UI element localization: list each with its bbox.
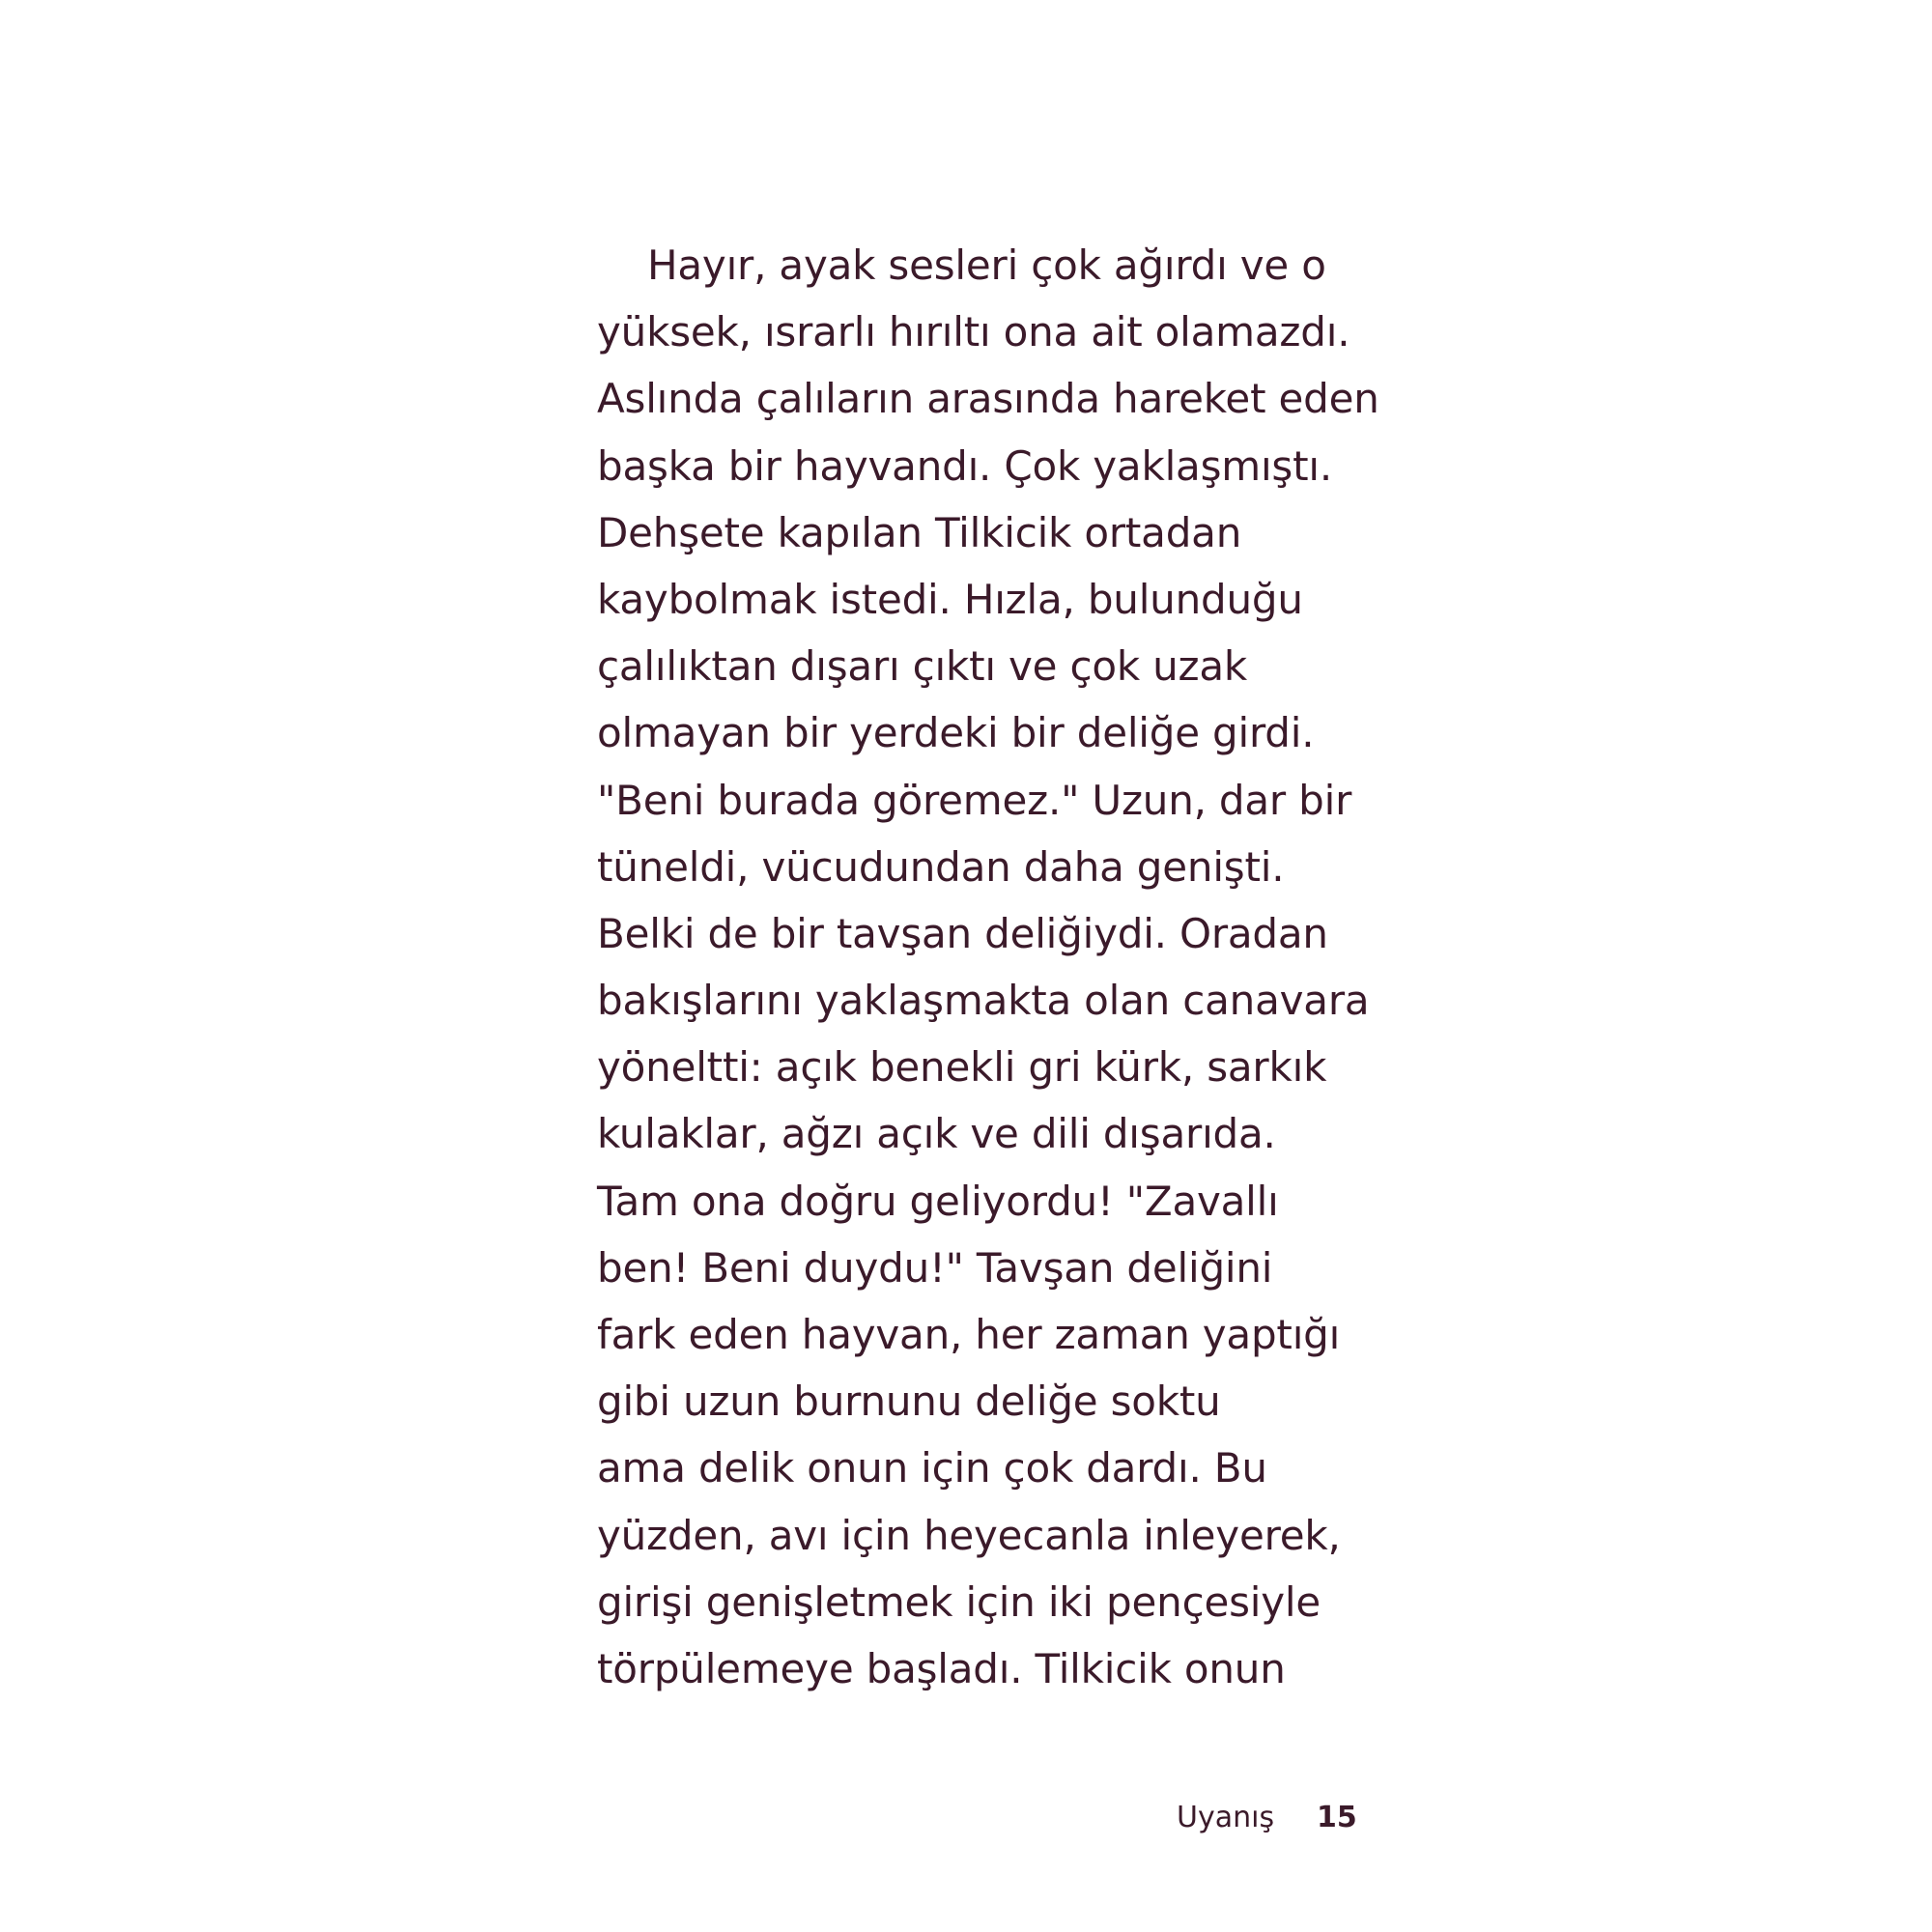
page-footer <box>1159 1799 1357 1837</box>
text-line: ben! Beni duydu!" Tavşan deliğini <box>597 1243 1273 1292</box>
text-line: Aslında çalıların arasında hareket eden <box>597 375 1379 423</box>
text-line: yüzden, avı için heyecanla inleyerek, <box>597 1511 1341 1559</box>
text-line: girişi genişletmek için iki pençesiyle <box>597 1577 1321 1626</box>
text-line: fark eden hayvan, her zaman yaptığı <box>597 1311 1341 1358</box>
text-line: başka bir hayvandı. Çok yaklaşmıştı. <box>597 441 1333 490</box>
text-line: kulaklar, ağzı açık ve dili dışarıda. <box>597 1110 1276 1158</box>
text-line: olmayan bir yerdeki bir deliğe girdi. <box>597 709 1315 757</box>
text-line: gibi uzun burnunu deliğe soktu <box>597 1378 1221 1426</box>
text-line: kaybolmak istedi. Hızla, bulunduğu <box>597 575 1303 623</box>
text-line: Tam ona doğru geliyordu! "Zavallı <box>597 1177 1279 1225</box>
text-line: Hayır, ayak sesleri çok ağırdı ve o <box>647 242 1326 289</box>
body-text <box>597 232 1447 1702</box>
page-number: 15 <box>1317 1801 1357 1834</box>
text-line: yöneltti: açık benekli gri kürk, sarkık <box>597 1043 1327 1092</box>
text-line: bakışlarını yaklaşmakta olan canavara <box>597 977 1370 1025</box>
text-line: Belki de bir tavşan deliğiydi. Oradan <box>597 909 1328 957</box>
text-line: Dehşete kapılan Tilkicik ortadan <box>597 508 1242 556</box>
text-line: ama delik onun için çok dardı. Bu <box>597 1444 1267 1492</box>
text-line: törpülemeye başladı. Tilkicik onun <box>597 1644 1286 1692</box>
text-line: tüneldi, vücudundan daha genişti. <box>597 842 1285 891</box>
chapter-title: Uyanış <box>1177 1801 1275 1834</box>
text-line: yüksek, ısrarlı hırıltı ona ait olamazdı. <box>597 308 1350 356</box>
text-line: "Beni burada göremez." Uzun, dar bir <box>597 776 1352 824</box>
text-line: çalılıktan dışarı çıktı ve çok uzak <box>597 642 1248 691</box>
